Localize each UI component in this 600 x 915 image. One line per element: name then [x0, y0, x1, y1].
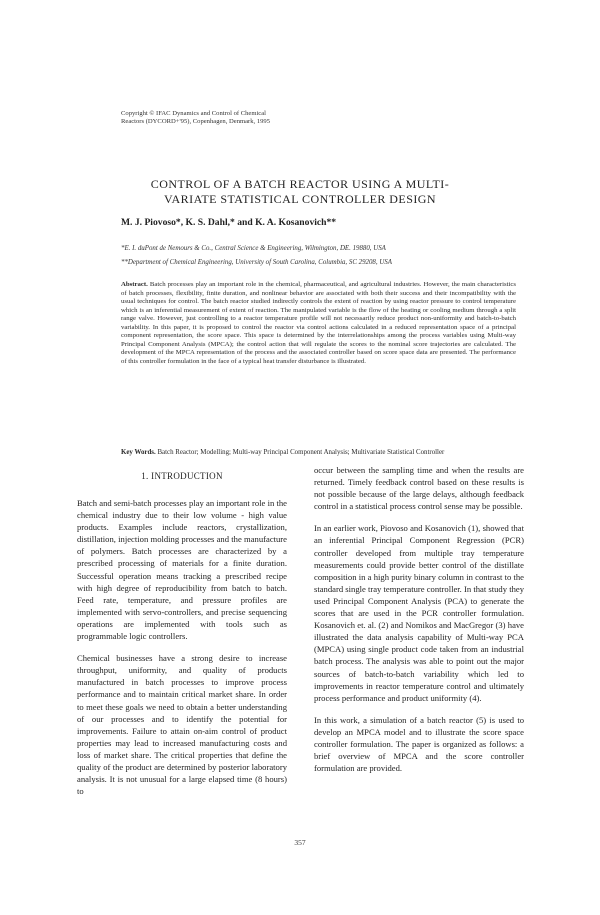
- author-list: M. J. Piovoso*, K. S. Dahl,* and K. A. Kosanovich**: [121, 217, 337, 228]
- intro-paragraph-4: In an earlier work, Piovoso and Kosanovich (1), showed that an inferential Principal Component Regression (PCR) controller developed from multiple tray temperature measurements could provide better control of the distillate composition in a high purity binary column in contrast to the standard single tray temperature controller. In that study they used Principal Component Analysis (PCA) to generate the scores that are used in the PCR controller formulation. Kosanovich et. al. (2) and Nomikos and MacGregor (3) have illustrated the data analysis capability of Multi-way PCA (MPCA) using single product code taken from an industrial batch process. The analysis was able to point out the major sources of batch-to-batch variability which led to improvements in reactor temperature control and ultimately process performance and product uniformity (4).: [314, 523, 524, 703]
- intro-paragraph-2: Chemical businesses have a strong desire to increase throughput, uniformity, and quality of products manufactured in batch processes to improve process performance and to maintain critical market share. In order to meet these goals we need to obtain a better understanding of our processes and to identify the potential for improvements. Failure to attain on-aim control of product properties may lead to increased manufacturing costs and loss of market share. The critical properties that define the quality of the product are determined by posterior laboratory analysis. It is not unusual for a large elapsed time (8 hours) to: [77, 653, 287, 797]
- affiliation-2: **Department of Chemical Engineering, University of South Carolina, Columbia, SC 29208, USA: [121, 258, 392, 266]
- right-column: [314, 464, 524, 784]
- title-line-1: CONTROL OF A BATCH REACTOR USING A MULTI-: [150, 177, 450, 191]
- intro-paragraph-1: Batch and semi-batch processes play an important role in the chemical industry due to their low volume - high value products. Examples include reactors, crystallization, distillation, injection molding processes and the manufacture of polymers. Batch processes are characterized by a prescribed processing of materials for a finite duration. Successful operation means tracking a prescribed recipe with high degree of reproducibility from batch to batch. Feed rate, temperature, and pressure profiles are implemented with servo-controllers, and precise sequencing operations are implemented with tools such as programmable logic controllers.: [77, 498, 287, 642]
- abstract-label: Abstract.: [121, 281, 148, 288]
- affiliations: [121, 242, 516, 269]
- keywords-text: Batch Reactor; Modelling; Multi-way Principal Component Analysis; Multivariate Statistical Controller: [157, 449, 445, 456]
- copyright-notice: [121, 110, 421, 127]
- paper-title: [90, 177, 510, 207]
- abstract-text: Batch processes play an important role in the chemical, pharmaceutical, and agricultural industries. However, the main characteristics of batch processes, flexibility, finite duration, and nonlinear behavior are associated with both their success and their incompatibility with the usual techniques for control. The batch reactor studied indirectly controls the extent of reaction by using reactor pressure to control temperature which is an inferential measurement of extent of reaction. The manipulated variable is the flow of the heating or cooling medium through a split range valve. However, just controlling to a reactor temperature profile will not necessarily reduce product non-uniformity and batch-to-batch variability. In this paper, it is proposed to control the reactor via control actions calculated in a reduced representation space of a principal component representation, the score space. This space is determined by the interrelationships among the process variables using Multi-way Principal Component Analysis (MPCA); the control action that will regulate the scores to the nominal score trajectories are calculated. The development of the MPCA representation of the process and the associated controller based on score space data are presented. The performance of this controller formulation in the face of a typical heat transfer disturbance is illustrated.: [121, 281, 517, 365]
- keywords: [121, 449, 516, 458]
- left-column: [77, 471, 287, 807]
- title-line-2: VARIATE STATISTICAL CONTROLLER DESIGN: [163, 192, 437, 206]
- section-heading-introduction: 1. INTRODUCTION: [141, 471, 223, 481]
- affiliation-1: *E. I. duPont de Nemours & Co., Central Science & Engineering, Wilmington, DE. 19880, USA: [121, 245, 386, 252]
- abstract: [121, 281, 516, 366]
- keywords-label: Key Words.: [121, 449, 156, 456]
- page-number: 357: [294, 838, 306, 847]
- intro-paragraph-3: occur between the sampling time and when the results are returned. Timely feedback control based on these results is not possible because of the large delays, although feedback control in a statistical process control sense may be possible.: [314, 465, 524, 512]
- intro-paragraph-5: In this work, a simulation of a batch reactor (5) is used to develop an MPCA model and to illustrate the score space controller formulation. The paper is organized as follows: a brief overview of MPCA and the score controller formulation are provided.: [314, 714, 524, 774]
- copyright-line-2: Reactors (DYCORD+'95), Copenhagen, Denmark, 1995: [121, 118, 271, 126]
- copyright-line-1: Copyright © IFAC Dynamics and Control of Chemical: [121, 110, 266, 117]
